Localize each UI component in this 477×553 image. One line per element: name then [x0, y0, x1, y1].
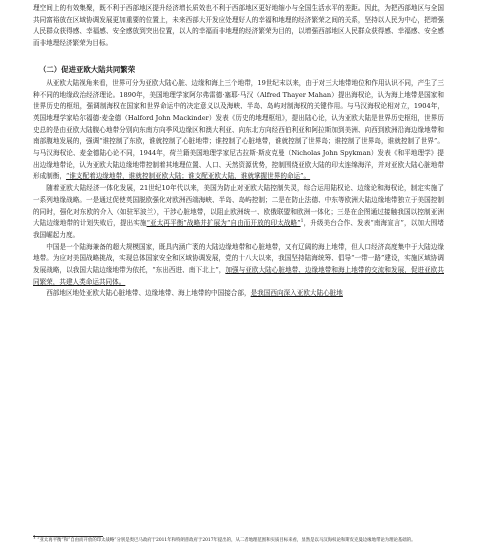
paragraph-text: 中国是一个陆海兼备的超大规模国家，既具内涵广袤的大陆边缘地带和心脏地带，又有辽阔的海上地带，但人口经济高度集中于大陆边缘地带。为应对美国战略挑战，实现总体国家安全和区域协调发展，党的十八大以来，我国坚持陆海统筹、倡导“一带一路”建设，实施区域协调发展战略，以我国大陆边缘地带为依托，“东出西进、南下北上”， — [33, 242, 444, 275]
footnote-reference[interactable]: 1 — [300, 219, 304, 225]
paragraph-western-region — [33, 288, 444, 300]
paragraph-text: 西部地区地处亚欧大陆心脏地带、边缘地带、海上地带的中国接合部， — [46, 289, 251, 298]
intro-paragraph: 理空间上的有效集聚，既不利于西部地区提升经济增长质效也不利于西部地区更好地缩小与全国生活水平的差距。因此，为把西部地区与全国共同富裕放在区域协调发展更加重要的位置上，未来西部大开发应处理好人的幸福和地理的经济繁荣之间的关系，坚持以人民为中心，把增强人民群众获得感、幸福感、安全感放到突出位置，以人的幸福而非地理的经济繁荣为目的，以增强西部地区人民群众获得感、幸福感、安全感而非地理经济繁荣为目标。 — [33, 4, 444, 48]
paragraph-us-strategy — [33, 183, 444, 242]
paragraph-china-strategy — [33, 242, 444, 289]
section-heading: （二）促进亚欧大陆共同繁荣 — [39, 64, 136, 74]
underlined-quote: “谁支配着边缘地带，谁就控制亚欧大陆；谁支配亚欧大陆，谁就掌握世界的命运”。 — [65, 172, 311, 181]
footnote-number: 1 — [33, 535, 36, 541]
underlined-goal: 加强与亚欧大陆心脏地带、边缘地带和海上地带的交流和发展，促进亚欧共同繁荣，共建人类命运共同体。 — [33, 266, 445, 286]
paragraph-text: 随着亚欧大陆经济一体化发展，21世纪10年代以来，美国为防止对亚欧大陆控制失灵，综合运用陆权论、边缘论和海权论，制定实施了一系列地缘战略。一是通过促使英国脱欧强化对欧洲西端海峡、半岛、岛屿控制；二是在防止法德、中东等欧洲大陆边缘地带独立于美国控制的同时，强化对东欧的介入（如驻军波兰），干涉心脏地带，以阻止欧洲统一、欧俄联盟和欧洲一体化；三是在企图通过接触我国以控制亚洲大陆边缘地带的计划失败后，提出实施 — [33, 184, 444, 228]
underlined-role: 是我国西向深入亚欧大陆心脏地 — [250, 289, 343, 298]
footnote-divider — [33, 536, 103, 537]
footnote — [33, 535, 444, 545]
underlined-strategy: “亚太再平衡”战略并扩展为“自由而开放的印太战略” — [146, 219, 301, 228]
paragraph-text: 从亚欧大陆视角来看，世界可分为亚欧大陆心脏、边缘和海上三个地带，19世纪末以来，由于对三大地带地位和作用认识不同，产生了三种不同的地缘政治经济理论。1890年，美国地理学家阿尔弗雷德·塞耶·马汉（Alfred Thayer Mahan）提出海权论，认为海上地带是国家和世界历史的枢纽，强调制海权在国家和世界命运中的决定意义以及海峡、半岛、岛屿对制海权的关键作用。与马汉海权论相对立，1904年，英国地理学家哈尔福德·麦金德（Halford John Mackinder）发表《历史的地理枢纽》，提出陆心论，认为亚欧大陆是世界历史枢纽，世界历史总的是由亚欧大陆腹心地带分别向东南方向季风边缘区和澳大利亚、向东北方向经西伯利亚和阿拉斯加到美洲、向西到欧洲沿海边缘地带和南部腹地发展的，强调“谁控制了东欧，谁就控制了心脏地带；谁控制了心脏地带，谁就控制了世界岛；谁控制了世界岛，谁就控制了世界”。与马汉海权论、麦金德陆心论不同，1944年，荷兰籍美国地理学家尼古拉斯·斯皮克曼（Nicholas John Spykman）发表《和平地理学》提出边缘地带论，认为亚欧大陆边缘地带控制着其地理位置、人口、天然资源优势，控制围绕亚欧大陆的印太连绵海洋，并对亚欧大陆心脏地带形成制衡， — [33, 78, 444, 181]
paragraph-text: ，升级美台合作、发表“南海宣言”，以加大围堵我国崛起力度。 — [33, 219, 445, 239]
footnote-text: “亚太再平衡”和“自由而开放的印太战略”分别是奥巴马政府于2011年和特朗普政府于2017年提出的，从二者地理范围和实质目标来看，显然是以马汉海权论和斯皮克曼边缘地带论为理论基础的。 — [37, 538, 416, 543]
paragraph-eurasia-theories — [33, 78, 444, 183]
